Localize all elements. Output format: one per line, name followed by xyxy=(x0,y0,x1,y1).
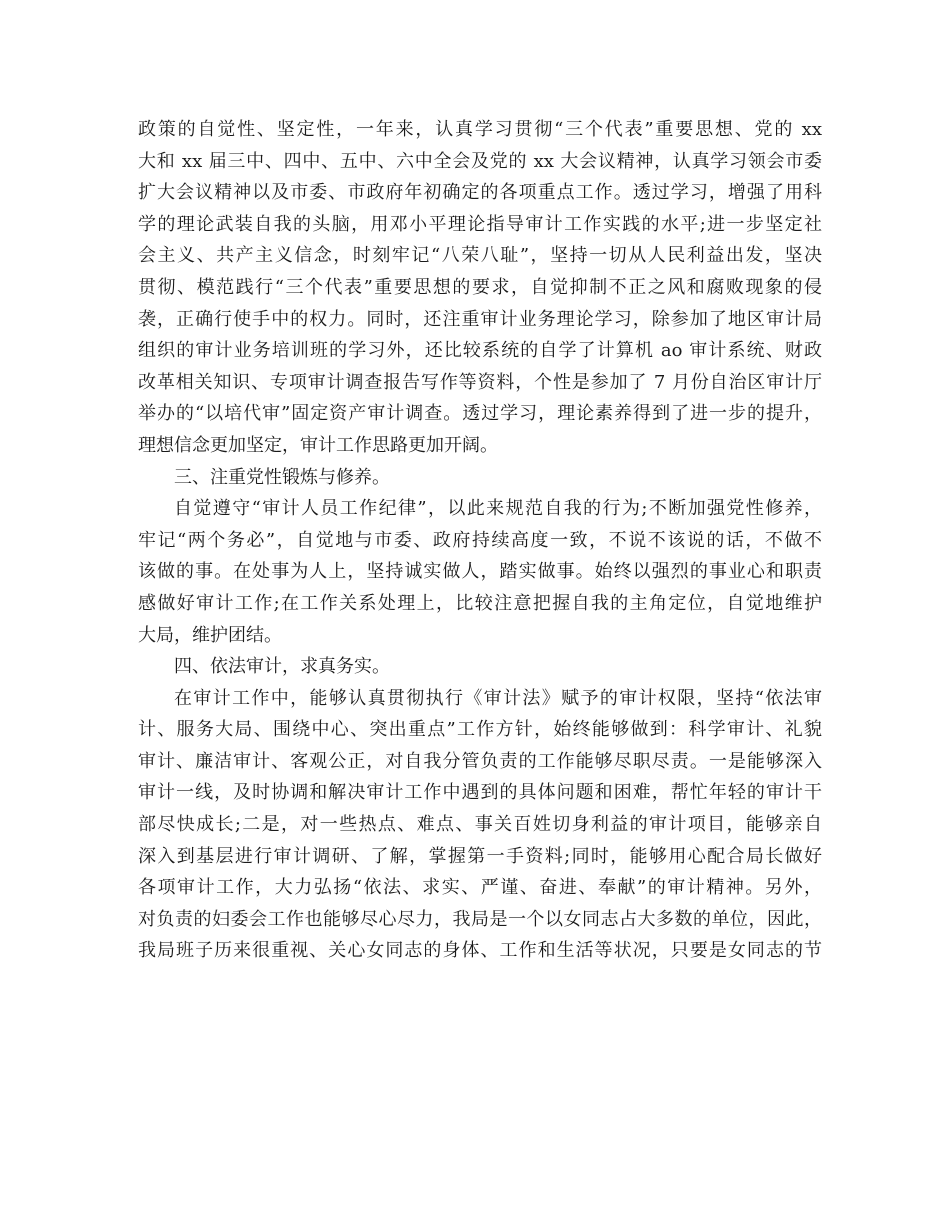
text-line: 扩大会议精神以及市委、市政府年初确定的各项重点工作。透过学习，增强了用科 xyxy=(138,182,822,204)
text-line: 我局班子历来很重视、关心女同志的身体、工作和生活等状况，只要是女同志的节 xyxy=(138,940,822,962)
text-line: 该做的事。在处事为人上，坚持诚实做人，踏实做事。始终以强烈的事业心和职责 xyxy=(138,561,822,583)
text-line: 对负责的妇委会工作也能够尽心尽力，我局是一个以女同志占大多数的单位，因此， xyxy=(138,908,822,930)
text-line: 感做好审计工作;在工作关系处理上，比较注意把握自我的主角定位，自觉地维护 xyxy=(138,592,822,614)
text-line: 自觉遵守“审计人员工作纪律”，以此来规范自我的行为;不断加强党性修养， xyxy=(174,498,822,520)
paragraph-party-spirit xyxy=(138,493,822,651)
text-line: 审计一线，及时协调和解决审计工作中遇到的具体问题和困难，帮忙年轻的审计干 xyxy=(138,782,822,804)
document-page xyxy=(138,114,822,967)
text-line: 审计、廉洁审计、客观公正，对自我分管负责的工作能够尽职尽责。一是能够深入 xyxy=(138,750,822,772)
text-line: 在审计工作中，能够认真贯彻执行《审计法》赋予的审计权限，坚持“依法审 xyxy=(174,687,822,709)
text-line: 牢记“两个务必”，自觉地与市委、政府持续高度一致，不说不该说的话，不做不 xyxy=(138,529,822,551)
text-line: 会主义、共产主义信念，时刻牢记“八荣八耻”，坚持一切从人民利益出发，坚决 xyxy=(138,245,822,267)
heading-text: 四、依法审计，求真务实。 xyxy=(174,656,390,678)
text-line: 袭，正确行使手中的权力。同时，还注重审计业务理论学习，除参加了地区审计局 xyxy=(138,308,822,330)
text-line: 大和 xx 届三中、四中、五中、六中全会及党的 xx 大会议精神，认真学习领会市委 xyxy=(138,150,822,172)
section-heading-3 xyxy=(138,462,822,494)
paragraph-study xyxy=(138,114,822,462)
text-line: 举办的“以培代审”固定资产审计调查。透过学习，理论素养得到了进一步的提升， xyxy=(138,403,822,425)
text-line: 各项审计工作，大力弘扬“依法、求实、严谨、奋进、奉献”的审计精神。另外， xyxy=(138,877,822,899)
text-line: 政策的自觉性、坚定性，一年来，认真学习贯彻“三个代表”重要思想、党的 xx xyxy=(138,119,822,140)
paragraph-audit-law xyxy=(138,683,822,967)
text-line: 理想信念更加坚定，审计工作思路更加开阔。 xyxy=(138,434,498,456)
text-line: 深入到基层进行审计调研、了解，掌握第一手资料;同时，能够用心配合局长做好 xyxy=(138,845,822,867)
text-line: 组织的审计业务培训班的学习外，还比较系统的自学了计算机 ao 审计系统、财政 xyxy=(138,340,822,362)
text-line: 大局，维护团结。 xyxy=(138,624,282,646)
section-heading-4 xyxy=(138,651,822,683)
text-line: 贯彻、模范践行“三个代表”重要思想的要求，自觉抑制不正之风和腐败现象的侵 xyxy=(138,276,822,298)
text-line: 部尽快成长;二是，对一些热点、难点、事关百姓切身利益的审计项目，能够亲自 xyxy=(138,814,822,836)
text-line: 计、服务大局、围绕中心、突出重点”工作方针，始终能够做到：科学审计、礼貌 xyxy=(138,719,822,741)
text-line: 改革相关知识、专项审计调查报告写作等资料，个性是参加了 7 月份自治区审计厅 xyxy=(138,371,822,393)
text-line: 学的理论武装自我的头脑，用邓小平理论指导审计工作实践的水平;进一步坚定社 xyxy=(138,213,822,235)
heading-text: 三、注重党性锻炼与修养。 xyxy=(174,466,390,488)
